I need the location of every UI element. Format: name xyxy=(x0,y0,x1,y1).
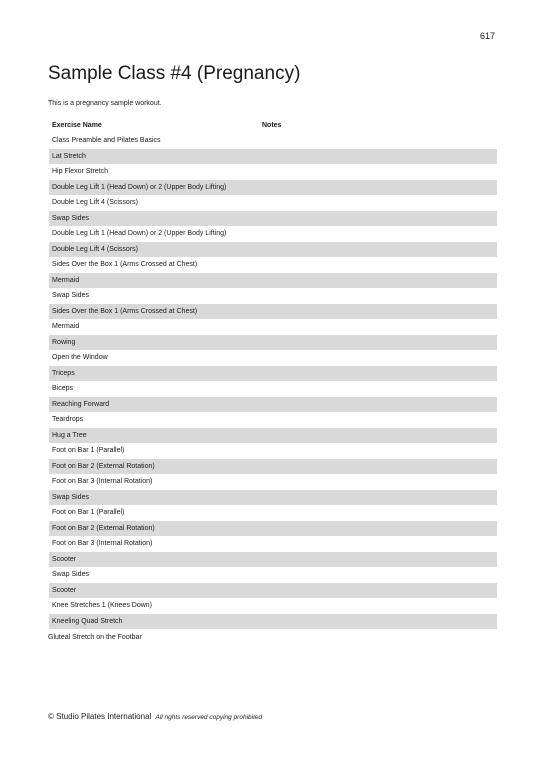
table-row: Reaching Forward xyxy=(49,397,497,413)
table-row: Double Leg Lift 4 (Scissors) xyxy=(52,199,138,206)
exercise-name-header: Exercise Name xyxy=(52,122,102,129)
footer xyxy=(48,712,262,721)
table-row: Lat Stretch xyxy=(49,149,497,165)
table-row: Teardrops xyxy=(52,416,84,423)
table-row: Foot on Bar 1 (Parallel) xyxy=(52,447,125,454)
intro-text: This is a pregnancy sample workout. xyxy=(48,100,162,107)
table-row: Open the Window xyxy=(52,354,108,361)
table-row: Foot on Bar 2 (External Rotation) xyxy=(49,459,497,475)
table-row: Swap Sides xyxy=(49,490,497,506)
table-row: Knee Stretches 1 (Knees Down) xyxy=(52,602,152,609)
table-row: Foot on Bar 1 (Parallel) xyxy=(52,509,125,516)
table-row: Hip Flexor Stretch xyxy=(52,168,109,175)
table-row: Double Leg Lift 1 (Head Down) or 2 (Upper Body Lifting) xyxy=(52,230,227,237)
table-row: Hug a Tree xyxy=(49,428,497,444)
table-row: Double Leg Lift 1 (Head Down) or 2 (Upper Body Lifting) xyxy=(49,180,497,196)
table-row: Foot on Bar 3 (Internal Rotation) xyxy=(52,478,153,485)
copyright-text: © Studio Pilates International xyxy=(48,712,152,721)
page-number: 617 xyxy=(479,31,495,41)
last-exercise-line: Gluteal Stretch on the Footbar xyxy=(48,634,142,641)
table-row: Scooter xyxy=(49,552,497,568)
table-row: Foot on Bar 3 (Internal Rotation) xyxy=(52,540,153,547)
table-row: Class Preamble and Pilates Basics xyxy=(52,137,161,144)
table-row: Scooter xyxy=(49,583,497,599)
table-row: Kneeling Quad Stretch xyxy=(49,614,497,630)
table-row: Sides Over the Box 1 (Arms Crossed at Chest) xyxy=(52,261,198,268)
table-row: Biceps xyxy=(52,385,74,392)
table-row: Sides Over the Box 1 (Arms Crossed at Chest) xyxy=(49,304,497,320)
table-header xyxy=(49,121,497,131)
notes-header: Notes xyxy=(262,122,282,129)
table-row: Swap Sides xyxy=(52,571,89,578)
table-row: Swap Sides xyxy=(52,292,89,299)
rights-text: All rights reserved copying prohibited xyxy=(155,714,263,721)
table-row: Rowing xyxy=(49,335,497,351)
table-row: Mermaid xyxy=(49,273,497,289)
exercise-table xyxy=(49,133,497,629)
page-title: Sample Class #4 (Pregnancy) xyxy=(48,63,301,84)
table-row: Triceps xyxy=(49,366,497,382)
table-row: Mermaid xyxy=(52,323,80,330)
table-row: Foot on Bar 2 (External Rotation) xyxy=(49,521,497,537)
table-row: Double Leg Lift 4 (Scissors) xyxy=(49,242,497,258)
table-row: Swap Sides xyxy=(49,211,497,227)
